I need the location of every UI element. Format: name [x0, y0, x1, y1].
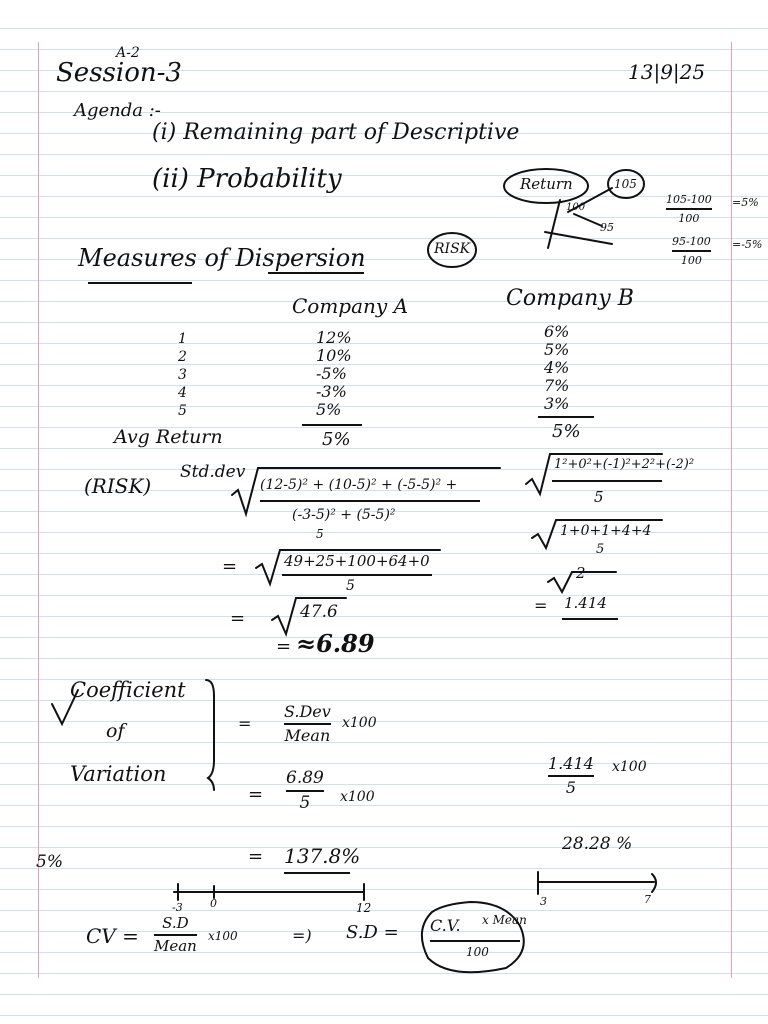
number-line-a-label-1: -3 — [172, 901, 183, 914]
agenda-item-2: (ii) Probability — [152, 164, 342, 194]
row-number: 2 — [178, 349, 187, 365]
std-b-step3: 2 — [576, 564, 586, 582]
session-title: Session-3 — [56, 58, 182, 88]
std-b-denominator: 5 — [594, 488, 604, 506]
session-superscript: A-2 — [116, 45, 140, 61]
company-a-header: Company A — [292, 294, 409, 318]
std-a-result: ≈6.89 — [296, 629, 375, 658]
footer-fraction-bar — [430, 940, 520, 942]
return-sketch-down — [574, 214, 602, 226]
cv-b-result: 28.28 % — [562, 834, 633, 854]
avg-return-a: 5% — [322, 429, 351, 450]
dispersion-heading: Measures of Dispersion — [78, 244, 366, 272]
std-b-result-underline — [562, 618, 618, 620]
cv-a-fraction: 6.89 5 — [286, 768, 324, 813]
risk-label: (RISK) — [84, 474, 152, 498]
std-a-step2-eq: = — [222, 556, 238, 577]
row-number: 3 — [178, 367, 187, 383]
cv-formula: S.Dev Mean — [284, 702, 331, 745]
company-b-return: 3% — [544, 394, 570, 413]
company-b-sum-line — [538, 416, 594, 418]
return-label: Return — [520, 175, 573, 193]
cv-label-line-2: of — [106, 720, 125, 742]
footer-cv-lhs: CV = — [86, 924, 139, 948]
std-b-formula: 1²+0²+(-1)²+2²+(-2)² — [554, 457, 695, 472]
std-dev-label: Std.dev — [180, 462, 246, 482]
number-line-b-label-2: 7 — [644, 893, 651, 906]
std-a-step2-num: 49+25+100+64+0 — [284, 552, 430, 570]
cv-b-fraction: 1.414 5 — [548, 754, 594, 797]
return-down-value: 95 — [600, 221, 614, 234]
std-a-step3: 47.6 — [300, 602, 338, 622]
std-a-fraction-bar — [260, 500, 480, 502]
row-number: 5 — [178, 403, 187, 419]
cv-label-line-3: Variation — [70, 762, 167, 786]
footer-times-mean: x Mean — [482, 913, 527, 927]
cv-brace — [206, 680, 214, 790]
company-a-return: 10% — [316, 346, 352, 365]
footer-denominator: 100 — [466, 945, 489, 959]
agenda-label: Agenda :- — [74, 100, 161, 121]
company-a-return: -3% — [316, 382, 347, 401]
cv-formula-times: x100 — [342, 715, 377, 731]
footer-times: x100 — [208, 929, 238, 943]
company-b-return: 7% — [544, 376, 570, 395]
company-a-return: 12% — [316, 328, 352, 347]
footer-sd-lhs: S.D = — [346, 922, 399, 943]
cv-b-times: x100 — [612, 759, 647, 775]
std-a-step2-bar — [282, 574, 432, 576]
dispersion-heading-underline-2 — [268, 272, 364, 274]
std-a-step3-eq: = — [230, 608, 246, 629]
company-a-sum-line — [302, 424, 362, 426]
company-a-return: -5% — [316, 364, 347, 383]
std-b-result-eq: = — [534, 596, 548, 615]
row-number: 4 — [178, 385, 187, 401]
cv-a-result-eq: = — [248, 846, 264, 867]
company-b-return: 5% — [544, 340, 570, 359]
dispersion-heading-underline-1 — [88, 282, 192, 284]
cv-a-result-underline — [284, 872, 350, 874]
std-b-fraction-bar — [552, 480, 662, 482]
company-b-header: Company B — [506, 286, 634, 311]
footer-implies: =) — [292, 926, 312, 945]
cv-a-result: 137.8% — [284, 844, 361, 868]
cv-a-times: x100 — [340, 789, 375, 805]
company-b-return: 4% — [544, 358, 570, 377]
std-b-result: 1.414 — [564, 594, 607, 612]
company-a-return: 5% — [316, 400, 342, 419]
std-a-denominator: 5 — [316, 527, 324, 541]
date: 13|9|25 — [628, 60, 706, 84]
std-a-step2-den: 5 — [346, 578, 355, 594]
number-line-b-label-1: 3 — [540, 895, 547, 908]
number-line-a-label-2: 0 — [210, 897, 217, 910]
cv-side-note: 5% — [36, 852, 63, 872]
cv-eq: = — [238, 714, 252, 733]
std-b-step2-den: 5 — [596, 542, 605, 557]
agenda-item-1: (i) Remaining part of Descriptive — [152, 120, 520, 145]
return-up-calc: 105-100 100 — [666, 193, 712, 225]
cv-label-line-1: Coefficient — [70, 678, 186, 702]
number-line-a-label-3: 12 — [356, 901, 372, 915]
std-a-result-eq: = — [276, 636, 292, 657]
company-b-return: 6% — [544, 322, 570, 341]
return-down-result: =-5% — [732, 238, 763, 251]
footer-cv-text: C.V. — [430, 916, 461, 935]
std-a-formula-bottom: (-3-5)² + (5-5)² — [292, 507, 396, 523]
cv-a-eq: = — [248, 784, 264, 805]
row-number: 1 — [178, 331, 187, 347]
std-b-step2-num: 1+0+1+4+4 — [560, 523, 652, 539]
return-sketch-stroke — [548, 200, 560, 248]
footer-cv-fraction: S.D Mean — [154, 914, 197, 955]
risk-tag: RISK — [434, 241, 471, 257]
avg-return-label: Avg Return — [114, 426, 223, 448]
return-up-value: 105 — [614, 177, 637, 191]
return-base-value: 100 — [566, 202, 586, 213]
return-down-calc: 95-100 100 — [672, 235, 711, 267]
return-up-result: =5% — [732, 196, 759, 209]
std-a-formula-top: (12-5)² + (10-5)² + (-5-5)² + — [260, 477, 458, 493]
avg-return-b: 5% — [552, 421, 581, 442]
